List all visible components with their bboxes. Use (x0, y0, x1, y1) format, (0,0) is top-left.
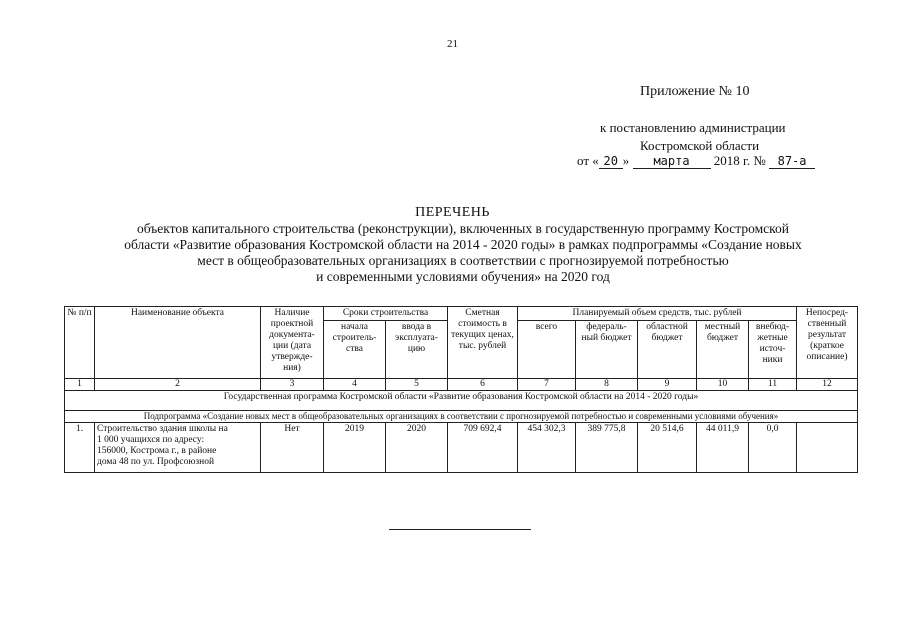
decree-reference-line1: к постановлению администрации (600, 120, 786, 135)
closing-line (389, 529, 531, 530)
decree-reference-line2: Костромской области (640, 138, 760, 153)
object-name-line: 156000, Кострома г., в районе (97, 446, 217, 456)
row-extrabudget: 0,0 (749, 423, 797, 473)
col-number: 8 (576, 379, 638, 391)
row-num: 1. (65, 423, 95, 473)
header-start: начала строитель-ства (324, 321, 386, 379)
col-number: 11 (749, 379, 797, 391)
header-result: Непосред-ственный результат (краткое описание) (797, 307, 858, 379)
header-cost: Сметная стоимость в текущих ценах, тыс. рублей (448, 307, 518, 379)
col-number: 1 (65, 379, 95, 391)
col-number: 5 (386, 379, 448, 391)
decree-month: марта (633, 154, 711, 169)
subprogram-row: Подпрограмма «Создание новых мест в общеобразовательных организациях в соответствии с прогнозируемой потребностью и современными условиями обучения» (65, 411, 858, 423)
object-name-line: 1 000 учащихся по адресу: (97, 435, 205, 445)
subtitle-line: объектов капитального строительства (реконструкции), включенных в государственную программу Костромской (137, 221, 789, 236)
col-number: 10 (697, 379, 749, 391)
header-docs: Наличие проектной документа-ции (дата утвержде-ния) (261, 307, 324, 379)
decree-date-line (577, 153, 815, 169)
row-regional: 20 514,6 (638, 423, 697, 473)
col-number: 9 (638, 379, 697, 391)
decree-day: 20 (599, 154, 623, 169)
col-number: 2 (95, 379, 261, 391)
header-commission: ввода в эксплуата-цию (386, 321, 448, 379)
row-total: 454 302,3 (518, 423, 576, 473)
row-federal: 389 775,8 (576, 423, 638, 473)
col-number: 7 (518, 379, 576, 391)
row-cost: 709 692,4 (448, 423, 518, 473)
row-object-name (95, 423, 261, 473)
subtitle-line: области «Развитие образования Костромской области на 2014 - 2020 годы» в рамках подпрограммы «Создание новых (124, 237, 802, 252)
date-prefix: от « (577, 153, 599, 168)
row-commission: 2020 (386, 423, 448, 473)
header-terms: Сроки строительства (324, 307, 448, 321)
col-number: 12 (797, 379, 858, 391)
appendix-title: Приложение № 10 (640, 84, 750, 99)
document-title: ПЕРЕЧЕНЬ (415, 205, 490, 220)
decree-number: 87-а (769, 154, 815, 169)
objects-table (64, 306, 858, 473)
header-federal: федераль-ный бюджет (576, 321, 638, 379)
document-subtitle (78, 221, 848, 285)
table-row (65, 423, 858, 473)
date-mid: » (622, 153, 630, 168)
object-name-line: Строительство здания школы на (97, 424, 228, 434)
decree-year-text: 2018 г. № (713, 153, 766, 168)
subtitle-line: мест в общеобразовательных организациях в соответствии с прогнозируемой потребностью (197, 253, 729, 268)
header-extrabudget: внебюд-жетные источ-ники (749, 321, 797, 379)
row-docs: Нет (261, 423, 324, 473)
header-total: всего (518, 321, 576, 379)
header-local: местный бюджет (697, 321, 749, 379)
row-start: 2019 (324, 423, 386, 473)
col-number: 3 (261, 379, 324, 391)
page-number: 21 (447, 38, 458, 50)
col-number: 6 (448, 379, 518, 391)
row-result (797, 423, 858, 473)
header-funding: Планируемый объем средств, тыс. рублей (518, 307, 797, 321)
header-name: Наименование объекта (95, 307, 261, 379)
header-num: № п/п (65, 307, 95, 379)
subtitle-line: и современными условиями обучения» на 2020 год (316, 269, 610, 284)
row-local: 44 011,9 (697, 423, 749, 473)
header-regional: областной бюджет (638, 321, 697, 379)
program-row: Государственная программа Костромской области «Развитие образования Костромской области на 2014 - 2020 годы» (65, 391, 858, 411)
object-name-line: дома 48 по ул. Профсоюзной (97, 457, 215, 467)
col-number: 4 (324, 379, 386, 391)
